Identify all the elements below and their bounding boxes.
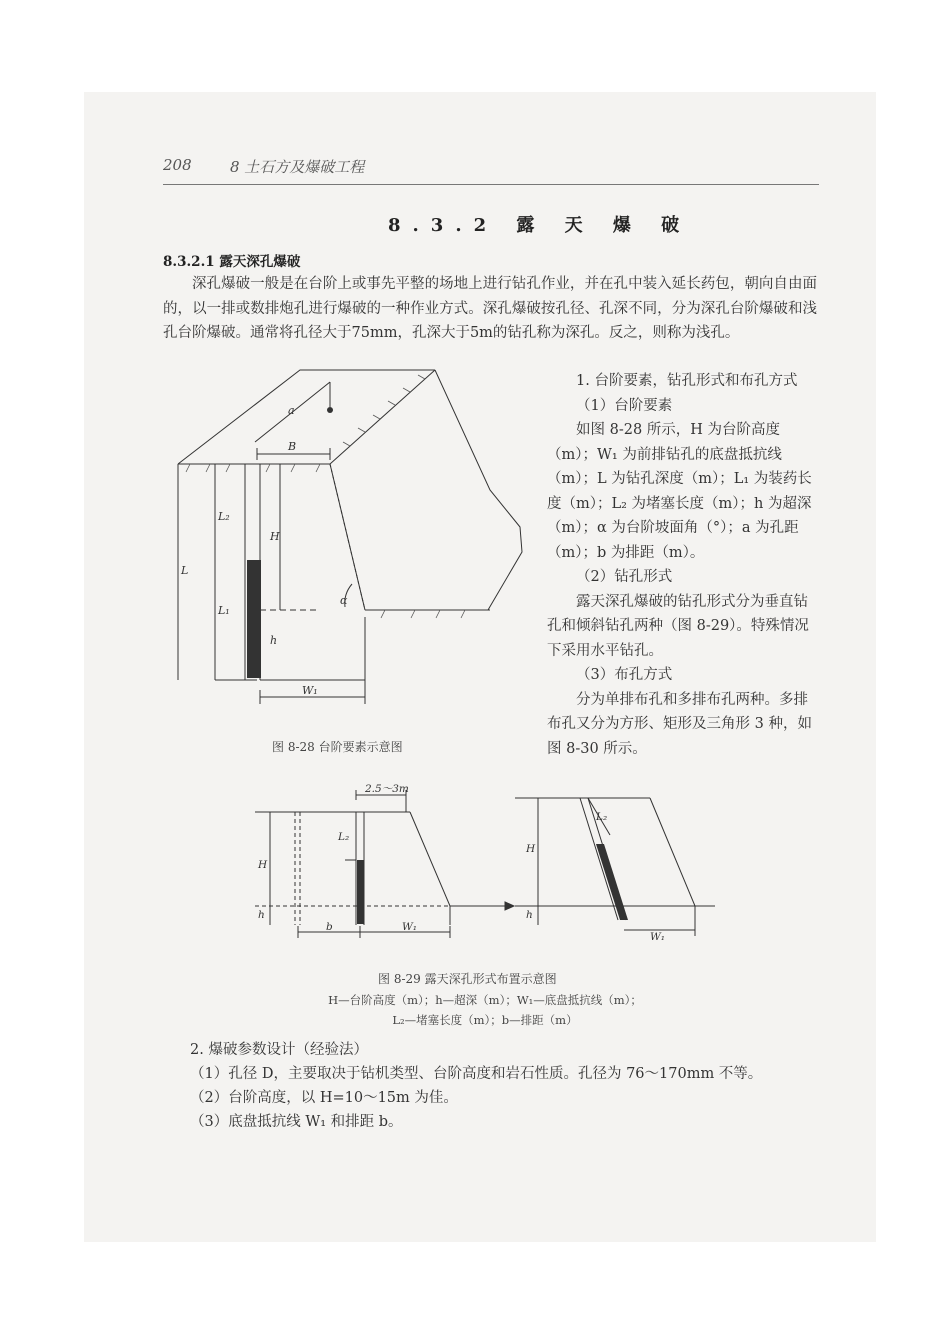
param-section (190, 1038, 830, 1134)
vertical-charge (357, 860, 364, 924)
figure-8-29-caption: 图 8-29 露天深孔形式布置示意图 (378, 972, 557, 986)
muckpile-outline (435, 370, 522, 610)
label-L2-vertical: L₂ (338, 831, 350, 843)
figure-8-29-diagram (250, 780, 720, 950)
figure-8-28-diagram (170, 362, 540, 722)
figure-8-28-caption: 图 8-28 台阶要素示意图 (272, 740, 403, 754)
page-number: 208 (163, 156, 192, 174)
side-column (547, 369, 817, 761)
label-h-vertical: h (258, 909, 265, 921)
intro-text: 深孔爆破一般是在台阶上或事先平整的场地上进行钻孔作业，并在孔中装入延长药包，朝向自由面的，以一排或数排炮孔进行爆破的一种作业方式。深孔爆破按孔径、孔深不同，分为深孔台阶爆破和浅孔台阶爆破。通常将孔径大于75mm，孔深大于5m的钻孔称为深孔。反之，则称为浅孔。 (163, 276, 817, 341)
item1-title: （1）台阶要素 (576, 397, 673, 414)
header-rule (163, 184, 819, 185)
label-a: a (288, 404, 295, 417)
param-heading: 2. 爆破参数设计（经验法） (190, 1042, 368, 1058)
figure-8-29-legend-line1: H—台阶高度（m）；h—超深（m）；W₁—底盘抵抗线（m）； (328, 993, 642, 1007)
param-item: （2）台阶高度，以 H=10～15m 为佳。 (190, 1090, 458, 1106)
item2-body: 露天深孔爆破的钻孔形式分为垂直钻孔和倾斜钻孔两种（图 8-29）。特殊情况下采用水平钻孔。 (547, 593, 809, 659)
label-W1-vertical: W₁ (402, 921, 418, 933)
upper-face-line (330, 370, 435, 464)
label-H-inclined: H (526, 843, 536, 855)
label-h: h (270, 634, 278, 647)
label-L2-inclined: L₂ (596, 811, 608, 823)
label-L: L (181, 564, 189, 577)
explosive-charge-column (247, 560, 261, 678)
label-W1: W₁ (302, 684, 318, 697)
subsection-title: 8.3.2.1 露天深孔爆破 (163, 254, 301, 270)
side-heading: 1. 台阶要素，钻孔形式和布孔方式 (576, 373, 798, 389)
chapter-title: 8 土石方及爆破工程 (230, 158, 365, 176)
param-item: （3）底盘抵抗线 W₁ 和排距 b。 (190, 1114, 403, 1130)
label-spacing: 2.5～3m (365, 783, 409, 795)
label-H-vertical: H (258, 859, 268, 871)
item3-body: 分为单排布孔和多排布孔两种。多排布孔又分为方形、矩形及三角形 3 种，如图 8-30 所示。 (547, 691, 812, 757)
intro-paragraph (163, 272, 817, 346)
bench-upper-slope-line (178, 370, 435, 464)
label-B: B (288, 440, 297, 453)
figure-8-29-legend-line2: L₂—堵塞长度（m）；b—排距（m） (392, 1013, 578, 1027)
label-W1-inclined: W₁ (650, 931, 666, 943)
label-h-inclined: h (526, 909, 533, 921)
item1-body: 如图 8-28 所示，H 为台阶高度（m）；W₁ 为前排钻孔的底盘抵抗线（m）；L 为钻孔深度（m）；L₁ 为装药长度（m）；L₂ 为堵塞长度（m）；h 为超深（m）；α 为台阶坡面角（°）；a 为孔距（m）；b 为排距（m）。 (547, 422, 812, 561)
item3-title: （3）布孔方式 (576, 667, 673, 683)
label-H: H (270, 530, 280, 543)
inclined-charge (596, 844, 628, 920)
label-b: b (326, 921, 333, 933)
label-L2: L₂ (218, 510, 230, 523)
section-title: 8.3.2 露 天 爆 破 (388, 215, 692, 236)
item2-title: （2）钻孔形式 (576, 569, 673, 585)
param-item: （1）孔径 D，主要取决于钻机类型、台阶高度和岩石性质。孔径为 76～170mm 不等。 (190, 1066, 763, 1082)
label-alpha: α (340, 594, 348, 607)
label-L1: L₁ (218, 604, 230, 617)
